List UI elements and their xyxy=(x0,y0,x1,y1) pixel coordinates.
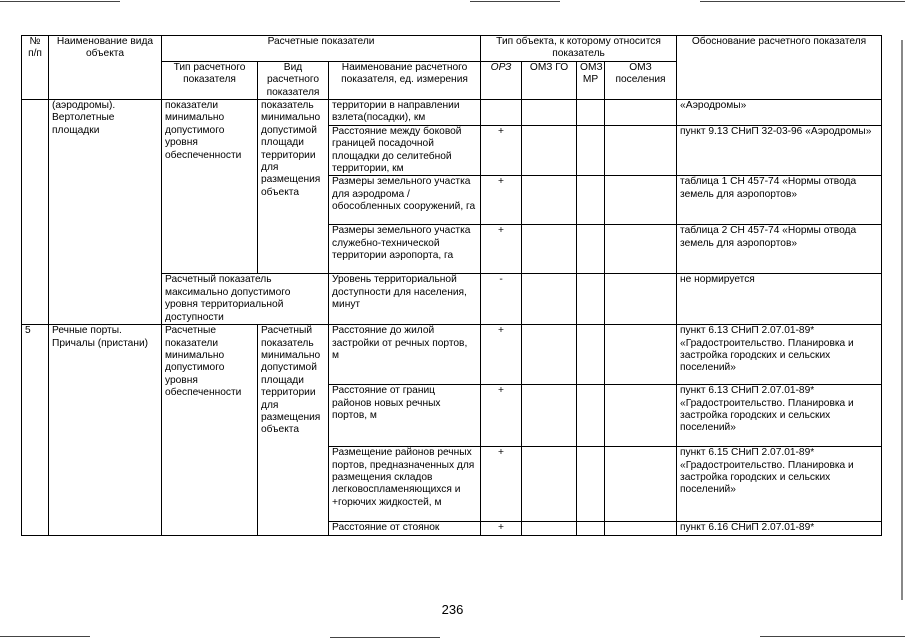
cell-justification: не нормируется xyxy=(677,274,882,325)
cell-omz-pos xyxy=(605,225,677,274)
cell-calc-kind: Расчетный показатель минимально допустимой площади территории для размещения объекта xyxy=(258,325,329,535)
norms-table xyxy=(21,35,882,536)
cell-justification: пункт 6.13 СНиП 2.07.01-89* «Градостроительство. Планировка и застройка городских и сельских поселений» xyxy=(677,385,882,447)
cell-justification: пункт 6.16 СНиП 2.07.01-89* xyxy=(677,522,882,535)
cell-omz-pos xyxy=(605,176,677,225)
header-object-name: Наименование вида объекта xyxy=(49,36,162,100)
cell-omz-go xyxy=(522,125,577,176)
cell-calc-name: Размеры земельного участка для аэродрома / обособленных сооружений, га xyxy=(329,176,481,225)
cell-omz-pos xyxy=(605,125,677,176)
cell-justification: таблица 1 СН 457-74 «Нормы отвода земель для аэропортов» xyxy=(677,176,882,225)
table-row xyxy=(22,325,882,385)
cell-omz-go xyxy=(522,522,577,535)
cell-omz-mr xyxy=(577,325,605,385)
cell-orz: + xyxy=(481,125,522,176)
cell-omz-mr xyxy=(577,274,605,325)
cell-calc-name: территории в направлении взлета(посадки), км xyxy=(329,100,481,126)
top-scan-line-left xyxy=(0,1,120,2)
cell-num: 5 xyxy=(22,325,49,535)
cell-omz-pos xyxy=(605,522,677,535)
cell-omz-go xyxy=(522,176,577,225)
cell-justification: пункт 6.15 СНиП 2.07.01-89* «Градостроительство. Планировка и застройка городских и сельских поселений» xyxy=(677,447,882,522)
cell-calc-name: Расстояние до жилой застройки от речных портов, м xyxy=(329,325,481,385)
cell-justification: «Аэродромы» xyxy=(677,100,882,126)
table-row xyxy=(22,100,882,126)
cell-omz-pos xyxy=(605,100,677,126)
cell-omz-go xyxy=(522,447,577,522)
cell-omz-go xyxy=(522,274,577,325)
cell-object-name: Речные порты. Причалы (пристани) xyxy=(49,325,162,535)
cell-omz-mr xyxy=(577,125,605,176)
header-num: № п/п xyxy=(22,36,49,100)
cell-omz-go xyxy=(522,385,577,447)
header-calc-type: Тип расчетного показателя xyxy=(162,61,258,99)
cell-omz-go xyxy=(522,225,577,274)
cell-justification: пункт 9.13 СНиП 32-03-96 «Аэродромы» xyxy=(677,125,882,176)
cell-orz: + xyxy=(481,522,522,535)
cell-calc-name: Расстояние от границ районов новых речных портов, м xyxy=(329,385,481,447)
cell-omz-mr xyxy=(577,447,605,522)
cell-calc-name: Расстояние от стоянок xyxy=(329,522,481,535)
cell-orz: + xyxy=(481,447,522,522)
cell-orz: + xyxy=(481,176,522,225)
header-omz-mr: ОМЗ МР xyxy=(577,61,605,99)
header-calc-kind: Вид расчетного показателя xyxy=(258,61,329,99)
cell-orz: + xyxy=(481,385,522,447)
cell-orz: + xyxy=(481,225,522,274)
cell-orz: + xyxy=(481,325,522,385)
cell-calc-type: Расчетные показатели минимально допустимого уровня обеспеченности xyxy=(162,325,258,535)
page-number: 236 xyxy=(441,602,464,617)
cell-omz-pos xyxy=(605,385,677,447)
top-scan-line-right xyxy=(700,1,905,2)
header-justification: Обоснование расчетного показателя xyxy=(677,36,882,100)
cell-calc-name: Уровень территориальной доступности для населения, минут xyxy=(329,274,481,325)
cell-calc-name: Расстояние между боковой границей посадочной площадки до селитебной территории, км xyxy=(329,125,481,176)
cell-omz-pos xyxy=(605,274,677,325)
cell-omz-go xyxy=(522,325,577,385)
cell-justification: пункт 6.13 СНиП 2.07.01-89* «Градостроительство. Планировка и застройка городских и сельских поселений» xyxy=(677,325,882,385)
bottom-scan-line-left xyxy=(0,636,90,637)
cell-omz-mr xyxy=(577,522,605,535)
cell-num xyxy=(22,100,49,325)
cell-object-name: (аэродромы). Вертолетные площадки xyxy=(49,100,162,325)
header-calc-group: Расчетные показатели xyxy=(162,36,481,62)
cell-justification: таблица 2 СН 457-74 «Нормы отвода земель для аэропортов» xyxy=(677,225,882,274)
cell-orz: - xyxy=(481,274,522,325)
cell-orz xyxy=(481,100,522,126)
cell-access-type: Расчетный показатель максимально допустимого уровня территориальной доступности xyxy=(162,274,329,325)
cell-omz-go xyxy=(522,100,577,126)
bottom-scan-line-mid xyxy=(330,637,440,638)
bottom-scan-line-right xyxy=(760,636,905,637)
cell-omz-mr xyxy=(577,176,605,225)
right-scan-edge xyxy=(901,40,903,600)
cell-omz-mr xyxy=(577,385,605,447)
header-calc-name: Наименование расчетного показателя, ед. измерения xyxy=(329,61,481,99)
header-type-group: Тип объекта, к которому относится показатель xyxy=(481,36,677,62)
cell-calc-name: Размещение районов речных портов, предназначенных для размещения складов легковоспламеняющихся и +горючих жидкостей, м xyxy=(329,447,481,522)
cell-omz-mr xyxy=(577,225,605,274)
header-omz-pos: ОМЗ поселения xyxy=(605,61,677,99)
cell-omz-pos xyxy=(605,325,677,385)
cell-omz-pos xyxy=(605,447,677,522)
header-orz: ОРЗ xyxy=(481,61,522,99)
cell-omz-mr xyxy=(577,100,605,126)
top-scan-line-mid xyxy=(470,1,560,2)
cell-calc-name: Размеры земельного участка служебно-технической территории аэропорта, га xyxy=(329,225,481,274)
cell-calc-kind: показатель минимально допустимой площади территории для размещения объекта xyxy=(258,100,329,274)
header-omz-go: ОМЗ ГО xyxy=(522,61,577,99)
cell-calc-type: показатели минимально допустимого уровня обеспеченности xyxy=(162,100,258,274)
